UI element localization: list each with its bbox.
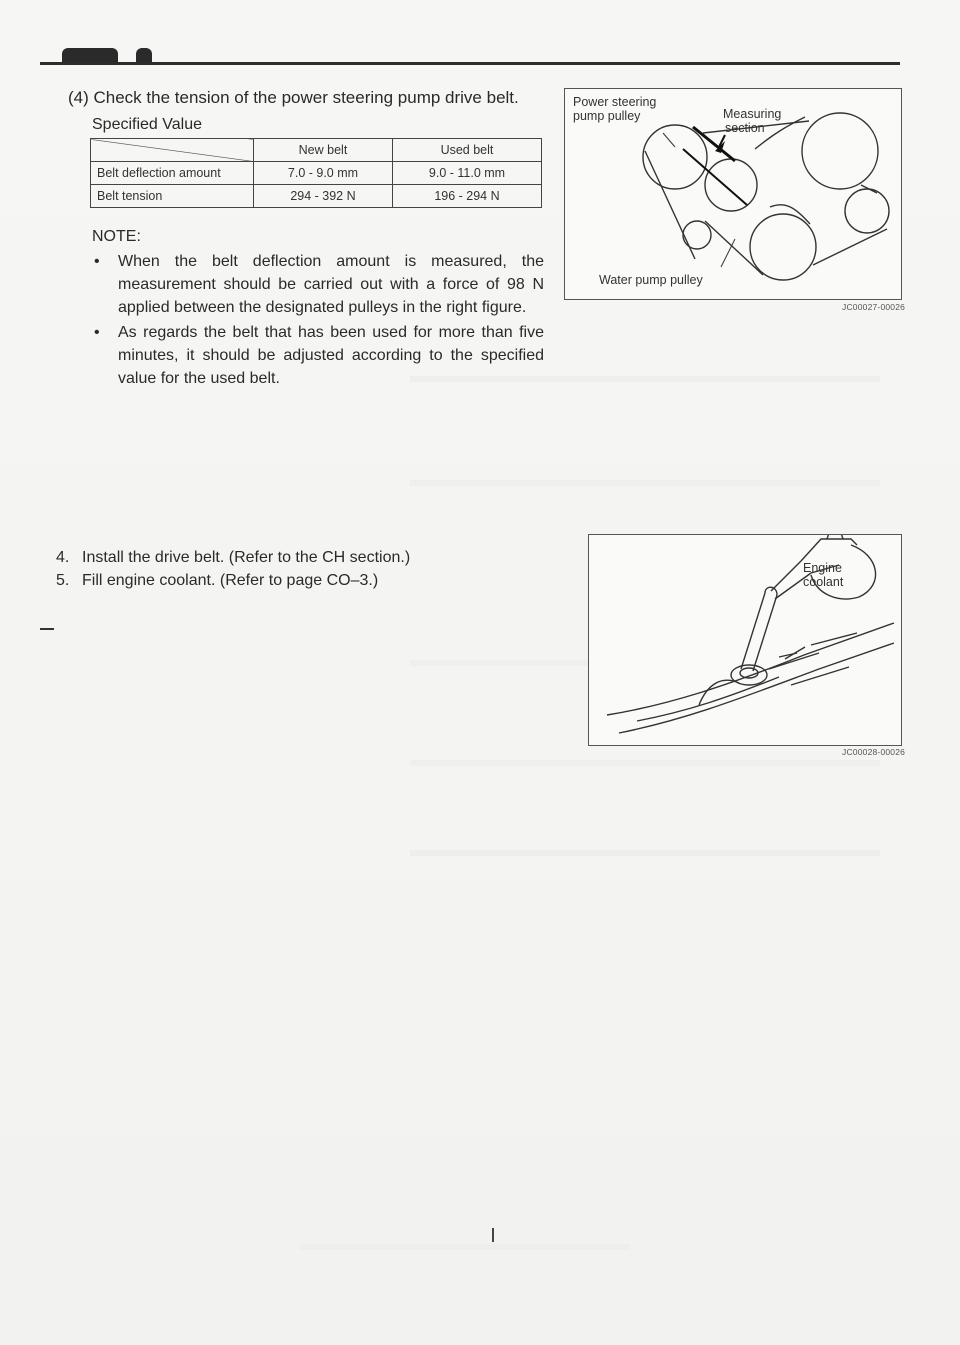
row-label: Belt deflection amount (91, 162, 254, 185)
coolant-fill-figure (588, 534, 902, 746)
step-list (56, 546, 410, 592)
label-line: Engine (803, 561, 842, 575)
row-new-value: 7.0 - 9.0 mm (254, 162, 393, 185)
bullet-icon: • (94, 253, 100, 270)
table-row (91, 185, 542, 208)
step-number: 4. (56, 549, 70, 566)
label-water-pump-pulley: Water pump pulley (599, 273, 703, 287)
bullet-icon: • (94, 324, 100, 341)
coolant-fill-illustration (589, 535, 901, 745)
table-header-used: Used belt (392, 139, 541, 162)
margin-dash (40, 628, 54, 630)
step-title: (4) Check the tension of the power steering pump drive belt. (68, 88, 519, 107)
step-text: Install the drive belt. (Refer to the CH section.) (82, 549, 411, 566)
show-through (410, 760, 880, 766)
note-item (92, 250, 544, 319)
header-rule (40, 62, 900, 65)
spec-label: Specified Value (92, 116, 202, 133)
label-engine-coolant (803, 561, 843, 589)
note-item (92, 321, 544, 390)
label-line: pump pulley (573, 109, 641, 123)
list-item (56, 546, 410, 569)
label-power-steering-pulley (573, 95, 656, 123)
show-through (410, 480, 880, 486)
step-number: 5. (56, 572, 70, 589)
label-measuring-section (723, 107, 781, 135)
label-line: Measuring (723, 107, 782, 121)
label-line: coolant (803, 575, 844, 589)
belt-diagram-figure (564, 88, 902, 300)
figure-code: JC00028-00026 (842, 747, 906, 757)
step-text: Fill engine coolant. (Refer to page CO–3.) (82, 572, 379, 589)
table-header-new: New belt (254, 139, 393, 162)
show-through (410, 850, 880, 856)
table-row (91, 162, 542, 185)
figure-code: JC00027-00026 (842, 302, 906, 312)
label-line: Power steering (573, 95, 657, 109)
table-header-row (91, 139, 542, 162)
list-item (56, 569, 410, 592)
note-text: When the belt deflection amount is measured, the measurement should be carried out with a force of 98 N applied between the designated pulleys in the right figure. (118, 253, 544, 316)
page-mark (492, 1228, 494, 1242)
label-line: section (725, 121, 765, 135)
row-new-value: 294 - 392 N (254, 185, 393, 208)
spec-table (90, 138, 542, 208)
row-used-value: 196 - 294 N (392, 185, 541, 208)
note-list (92, 250, 544, 392)
table-corner-cell (91, 139, 254, 162)
row-label: Belt tension (91, 185, 254, 208)
row-used-value: 9.0 - 11.0 mm (392, 162, 541, 185)
note-heading: NOTE: (92, 228, 141, 245)
note-text: As regards the belt that has been used for more than five minutes, it should be adjusted according to the specified value for the used belt. (118, 324, 544, 387)
show-through (300, 1244, 630, 1250)
header-logo-mark (62, 48, 118, 62)
header-logo-mark-small (136, 48, 152, 62)
